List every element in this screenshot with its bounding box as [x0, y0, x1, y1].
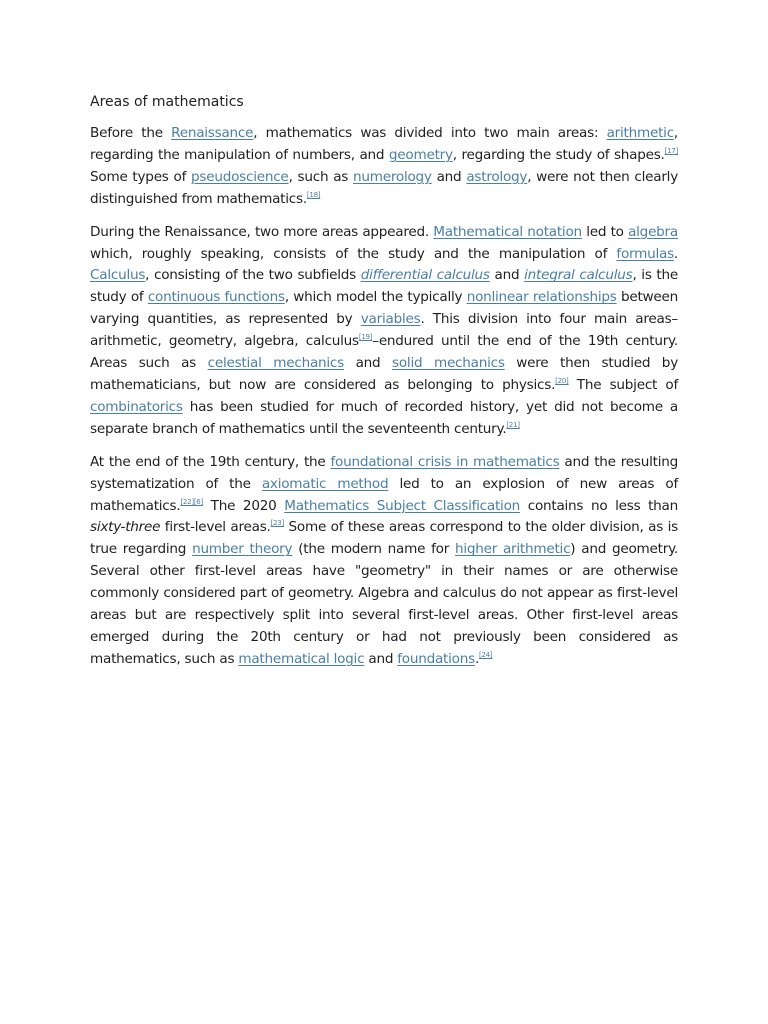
- text-run: .: [673, 245, 678, 262]
- text-run: The 2020: [202, 497, 285, 514]
- link-astrology[interactable]: astrology: [466, 168, 528, 185]
- text-run: –endured until the end of the 19th century. Areas such as: [90, 333, 678, 372]
- link-combinatorics[interactable]: combinatorics: [90, 398, 183, 415]
- link-integral-calculus[interactable]: integral calculus: [524, 267, 633, 284]
- text-run: and: [343, 355, 393, 372]
- text-run: . This division into four main areas–arithmetic, geometry, algebra, calculus: [90, 311, 678, 350]
- link-numerology[interactable]: numerology: [353, 168, 432, 185]
- link-renaissance[interactable]: Renaissance: [171, 125, 254, 141]
- link-solid-mechanics[interactable]: solid mechanics: [392, 355, 505, 372]
- link-nonlinear-relationships[interactable]: nonlinear relationships: [466, 289, 617, 306]
- text-run: between varying quantities, as represented by: [90, 289, 678, 328]
- section-heading: Areas of mathematics: [90, 94, 244, 110]
- text-run: , consisting of the two subfields: [145, 267, 361, 284]
- citation-link[interactable]: [19]: [358, 333, 373, 342]
- citation-link[interactable]: [22]: [180, 497, 194, 506]
- emphasis-text: sixty-three: [90, 519, 161, 536]
- link-foundational-crisis-in-mathematics[interactable]: foundational crisis in mathematics: [330, 453, 560, 470]
- text-run: and: [431, 168, 467, 185]
- citation-link[interactable]: [20]: [555, 376, 569, 385]
- link-foundations[interactable]: foundations: [397, 650, 475, 667]
- text-run: were then studied by mathematicians, but now are considered as belonging to physics.: [90, 355, 678, 393]
- text-run: led to an explosion of new areas of mathematics.: [90, 475, 678, 514]
- text-run: contains no less than: [520, 497, 678, 514]
- paragraph: [90, 222, 678, 441]
- link-geometry[interactable]: geometry: [388, 146, 453, 163]
- citation-ref: [307, 191, 320, 199]
- paragraph: [90, 452, 678, 671]
- text-run: has been studied for much of recorded history, yet did not become a separate branch of mathematics until the seventeenth century.: [90, 398, 678, 437]
- text-run: led to: [581, 223, 629, 240]
- link-mathematics-subject-classification[interactable]: Mathematics Subject Classification: [284, 497, 521, 514]
- text-run: The subject of: [568, 376, 678, 393]
- link-higher-arithmetic[interactable]: higher arithmetic: [454, 541, 571, 558]
- link-celestial-mechanics[interactable]: celestial mechanics: [207, 355, 344, 372]
- text-run: , regarding the manipulation of numbers, and: [90, 125, 678, 163]
- citation-ref: [180, 498, 193, 506]
- citation-link[interactable]: [6]: [193, 497, 203, 506]
- citation-link[interactable]: [23]: [270, 519, 284, 528]
- text-run: which, roughly speaking, consists of the study and the manipulation of: [90, 245, 617, 262]
- link-axiomatic-method[interactable]: axiomatic method: [261, 475, 389, 492]
- link-algebra[interactable]: algebra: [628, 223, 678, 240]
- citation-ref: [665, 147, 678, 155]
- citation-ref: [555, 377, 568, 385]
- citation-link[interactable]: [21]: [506, 420, 520, 429]
- citation-ref: [479, 651, 492, 659]
- citation-ref: [194, 498, 203, 506]
- text-run: (the modern name for: [292, 541, 455, 558]
- link-pseudoscience[interactable]: pseudoscience: [191, 168, 289, 185]
- link-mathematical-notation[interactable]: Mathematical notation: [433, 223, 582, 240]
- citation-ref: [271, 519, 284, 527]
- text-run: During the Renaissance, two more areas appeared.: [90, 223, 434, 240]
- text-run: Some types of: [90, 168, 192, 185]
- citation-link[interactable]: [24]: [479, 650, 493, 659]
- text-run: first-level areas.: [160, 519, 271, 536]
- text-run: Before the: [90, 125, 172, 141]
- text-run: and the resulting systematization of the: [90, 453, 678, 492]
- paragraph: [90, 123, 678, 211]
- link-calculus[interactable]: Calculus: [90, 267, 146, 284]
- link-mathematical-logic[interactable]: mathematical logic: [238, 650, 365, 667]
- text-run: and: [364, 650, 398, 667]
- citation-ref: [506, 421, 519, 429]
- text-run: ) and geometry. Several other first-level areas have "geometry" in their names or are otherwise commonly considered part of geometry. Algebra and calculus do not appear as first-level areas but are respectively split into several first-level areas. Other first-level areas emerged during the 20th century or had not previously been considered as mathematics, such as: [90, 541, 678, 667]
- text-run: , mathematics was divided into two main areas:: [253, 125, 607, 141]
- article-section: [90, 92, 678, 682]
- text-run: and: [489, 267, 525, 284]
- citation-link[interactable]: [17]: [664, 146, 679, 155]
- link-continuous-functions[interactable]: continuous functions: [147, 289, 285, 306]
- link-arithmetic[interactable]: arithmetic: [606, 125, 674, 141]
- citation-ref: [359, 333, 372, 341]
- text-run: Some of these areas correspond to the older division, as is true regarding: [90, 519, 678, 558]
- text-run: , which model the typically: [284, 289, 467, 306]
- text-run: , regarding the study of shapes.: [452, 146, 665, 163]
- link-number-theory[interactable]: number theory: [192, 541, 293, 558]
- text-run: , such as: [288, 168, 353, 185]
- link-variables[interactable]: variables: [360, 311, 421, 328]
- text-run: , were not then clearly distinguished from mathematics.: [90, 168, 678, 207]
- citation-link[interactable]: [18]: [306, 190, 321, 199]
- section-body: [90, 123, 678, 671]
- link-formulas[interactable]: formulas: [616, 245, 674, 262]
- text-run: .: [474, 650, 480, 667]
- text-run: , is the study of: [90, 267, 678, 306]
- text-run: At the end of the 19th century, the: [90, 453, 331, 470]
- link-differential-calculus[interactable]: differential calculus: [360, 267, 490, 284]
